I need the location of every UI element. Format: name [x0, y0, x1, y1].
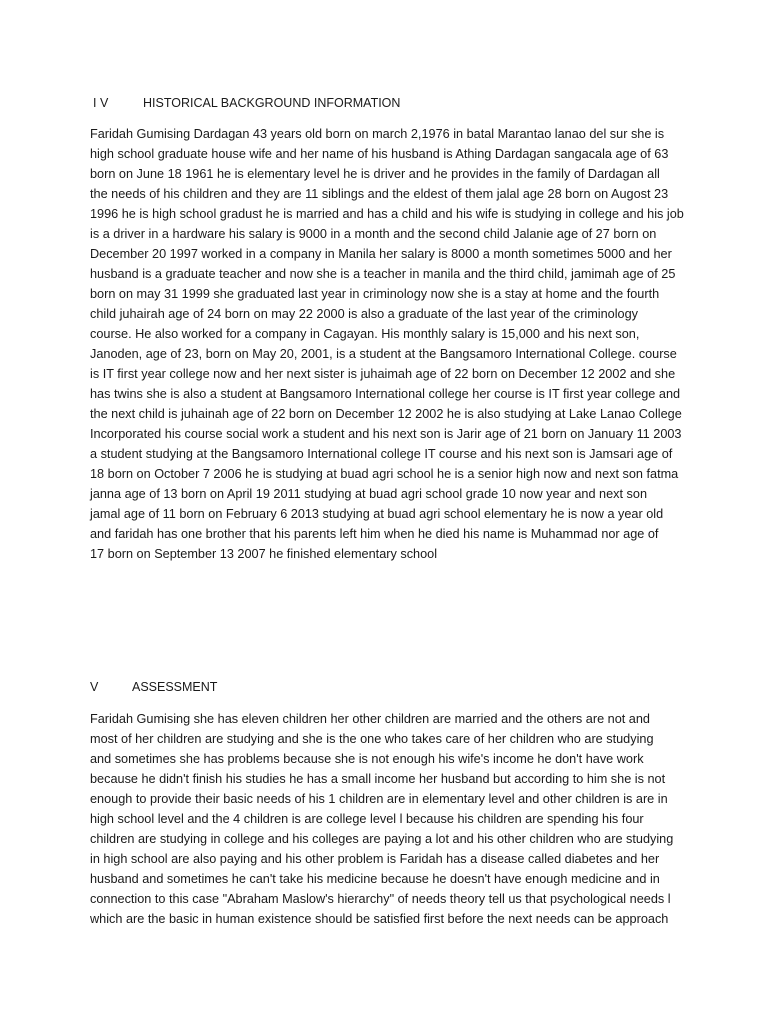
- section-number: I V: [93, 96, 109, 110]
- paragraph-line: course. He also worked for a company in Cagayan. His monthly salary is 15,000 and his next son,: [90, 327, 640, 341]
- paragraph-line: Faridah Gumising she has eleven children her other children are married and the others are not and: [90, 712, 650, 726]
- section-heading-historical-background: [93, 95, 413, 111]
- paragraph-line: jamal age of 11 born on February 6 2013 studying at buad agri school elementary he is now a year old: [90, 507, 664, 521]
- paragraph-line: the next child is juhainah age of 22 born on December 12 2002 he is also studying at Lake Lanao College: [90, 407, 682, 421]
- paragraph-line: most of her children are studying and she is the one who takes care of her children who are studying: [90, 732, 654, 746]
- paragraph-line: is IT first year college now and her next sister is juhaimah age of 22 born on December 12 2002 and she: [90, 367, 676, 381]
- paragraph-line: has twins she is also a student at Bangsamoro International college her course is IT first year college and: [90, 387, 681, 401]
- paragraph-line: the needs of his children and they are 11 siblings and the eldest of them jalal age 28 born on Augost 23: [90, 187, 669, 201]
- paragraph-line: child juhairah age of 24 born on may 22 2000 is also a graduate of the last year of the criminology: [90, 307, 639, 321]
- paragraph-line: December 20 1997 worked in a company in Manila her salary is 8000 a month sometimes 5000 and her: [90, 247, 672, 261]
- paragraph-line: which are the basic in human existence should be satisfied first before the next needs can be approach: [90, 912, 669, 926]
- paragraph-line: high school graduate house wife and her name of his husband is Athing Dardagan sangacala age of 63: [90, 147, 669, 161]
- paragraph-line: is a driver in a hardware his salary is 9000 in a month and the second child Jalanie age of 27 born on: [90, 227, 657, 241]
- paragraph-line: husband and sometimes he can't take his medicine because he doesn't have enough medicine and in: [90, 872, 660, 886]
- historical-background-paragraph: [90, 124, 682, 564]
- paragraph-line: 1996 he is high school gradust he is married and has a child and his wife is studying in college and his job: [90, 207, 684, 221]
- paragraph-line: in high school are also paying and his other problem is Faridah has a disease called diabetes and her: [90, 852, 660, 866]
- paragraph-line: because he didn't finish his studies he has a small income her husband but according to him she is not: [90, 772, 666, 786]
- paragraph-line: husband is a graduate teacher and now she is a teacher in manila and the third child, jamimah age of 25: [90, 267, 676, 281]
- section-heading-assessment: [90, 679, 290, 695]
- section-title: ASSESSMENT: [132, 680, 218, 694]
- paragraph-line: high school level and the 4 children is are college level l because his children are spending his four: [90, 812, 644, 826]
- paragraph-line: born on may 31 1999 she graduated last year in criminology now she is a stay at home and the fourth: [90, 287, 660, 301]
- assessment-paragraph: [90, 709, 682, 929]
- paragraph-line: born on June 18 1961 he is elementary level he is driver and he provides in the family of Dardagan all: [90, 167, 660, 181]
- section-number: V: [90, 680, 99, 694]
- paragraph-line: Janoden, age of 23, born on May 20, 2001, is a student at the Bangsamoro International College. course: [90, 347, 677, 361]
- paragraph-line: enough to provide their basic needs of his 1 children are in elementary level and other children is are in: [90, 792, 668, 806]
- paragraph-line: 18 born on October 7 2006 he is studying at buad agri school he is a senior high now and next son fatma: [90, 467, 679, 481]
- paragraph-line: and sometimes she has problems because she is not enough his wife's income he don't have work: [90, 752, 644, 766]
- paragraph-line: Faridah Gumising Dardagan 43 years old born on march 2,1976 in batal Marantao lanao del sur she is: [90, 127, 665, 141]
- section-title: HISTORICAL BACKGROUND INFORMATION: [143, 96, 401, 110]
- paragraph-line: a student studying at the Bangsamoro International college IT course and his next son is Jamsari age of: [90, 447, 673, 461]
- paragraph-line: Incorporated his course social work a student and his next son is Jarir age of 21 born on January 11 2003: [90, 427, 682, 441]
- paragraph-line: and faridah has one brother that his parents left him when he died his name is Muhammad nor age of: [90, 527, 659, 541]
- paragraph-line: 17 born on September 13 2007 he finished elementary school: [90, 547, 438, 561]
- paragraph-line: connection to this case "Abraham Maslow's hierarchy" of needs theory tell us that psychological needs l: [90, 892, 671, 906]
- paragraph-line: janna age of 13 born on April 19 2011 studying at buad agri school grade 10 now year and next son: [90, 487, 648, 501]
- paragraph-line: children are studying in college and his colleges are paying a lot and his other children who are studying: [90, 832, 674, 846]
